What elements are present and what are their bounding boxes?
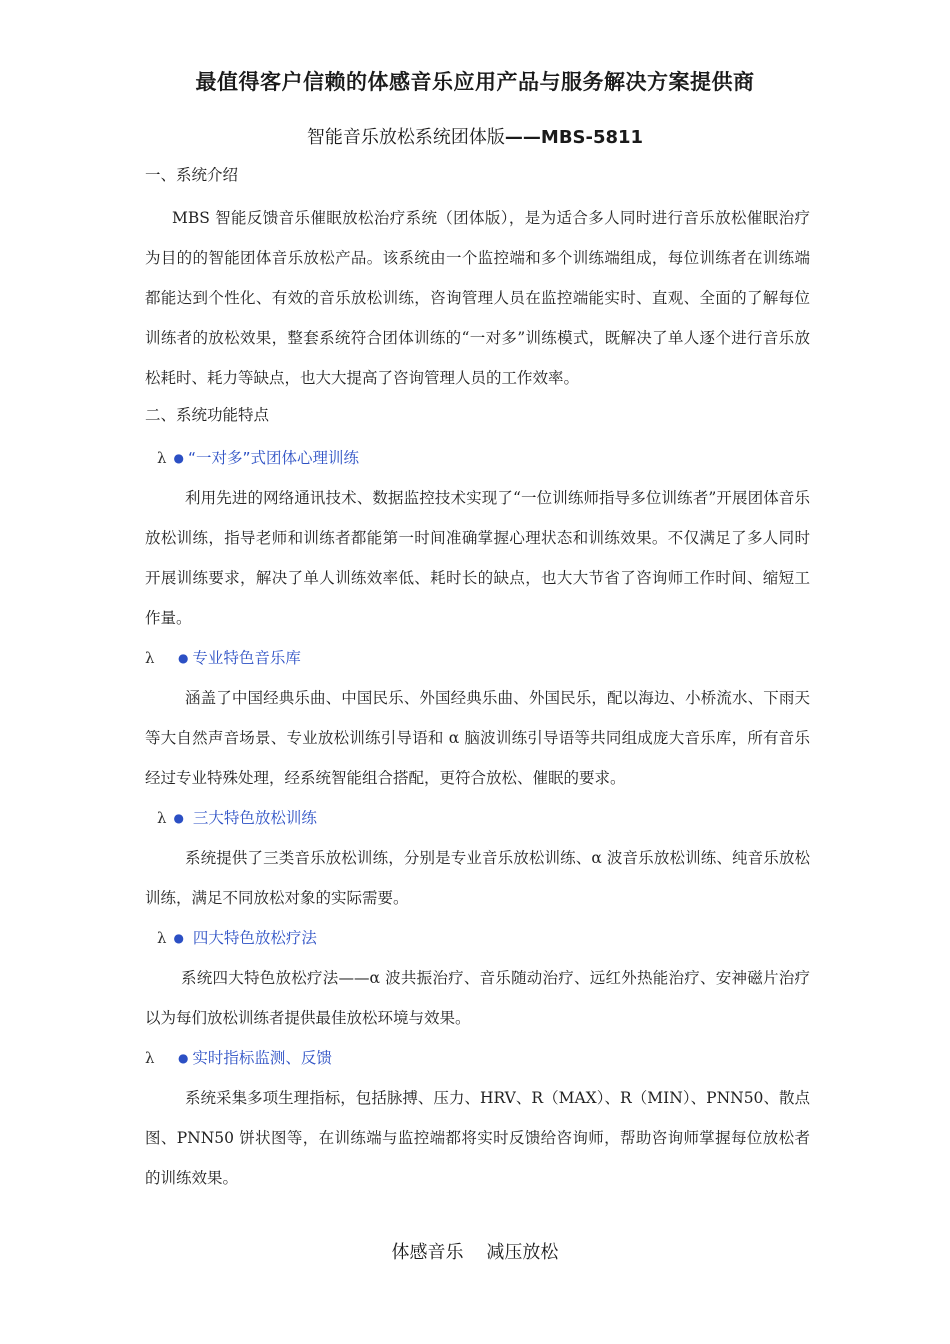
feature-heading-realtime-monitoring [145,1038,810,1078]
lambda-symbol: λ [157,809,167,827]
lambda-symbol: λ [145,1049,155,1067]
feature-title: 四大特色放松疗法 [192,929,317,947]
product-subtitle [0,123,950,149]
feature-title: “一对多”式团体心理训练 [187,449,359,467]
section-heading-features: 二、系统功能特点 [145,406,270,424]
bullet-icon: ● [177,651,189,665]
feature-heading-group-training [145,438,810,478]
feature-heading-three-trainings [145,798,810,838]
product-model: ——MBS-5811 [504,127,644,148]
page-title: 最值得客户信赖的体感音乐应用产品与服务解决方案提供商 [195,70,755,94]
feature-title: 三大特色放松训练 [192,809,317,827]
bullet-icon: ● [173,811,184,825]
feature-paragraph-group-training: 利用先进的网络通讯技术、数据监控技术实现了“一位训练师指导多位训练者”开展团体音乐放松训练，指导老师和训练者都能第一时间准确掌握心理状态和训练效果。不仅满足了多人同时开展训练要求，解决了单人训练效率低、耗时长的缺点，也大大节省了咨询师工作时间、缩短工作量。 [145,489,810,627]
feature-paragraph-realtime-monitoring: 系统采集多项生理指标，包括脉搏、压力、HRV、R（MAX）、R（MIN）、PNN50、散点图、PNN50 饼状图等，在训练端与监控端都将实时反馈给咨询师，帮助咨询师掌握每位放松者的训练效果。 [145,1089,810,1187]
feature-title: 实时指标监测、反馈 [192,1049,332,1067]
feature-paragraph-music-library: 涵盖了中国经典乐曲、中国民乐、外国经典乐曲、外国民乐，配以海边、小桥流水、下雨天等大自然声音场景、专业放松训练引导语和 α 脑波训练引导语等共同组成庞大音乐库，所有音乐经过专业特殊处理，经系统智能组合搭配，更符合放松、催眠的要求。 [145,689,810,787]
feature-paragraph-four-therapies: 系统四大特色放松疗法——α 波共振治疗、音乐随动治疗、远红外热能治疗、安神磁片治疗以为每们放松训练者提供最佳放松环境与效果。 [145,969,810,1027]
footer-slogan: 体感音乐 减压放松 [391,1242,559,1263]
bullet-icon: ● [173,931,184,945]
feature-paragraph-three-trainings: 系统提供了三类音乐放松训练，分别是专业音乐放松训练、α 波音乐放松训练、纯音乐放松训练，满足不同放松对象的实际需要。 [145,849,810,907]
product-name: 智能音乐放松系统团体版 [306,127,505,148]
document-body [145,158,810,1198]
bullet-icon: ● [177,1051,189,1065]
section-heading-intro: 一、系统介绍 [145,166,239,184]
feature-title: 专业特色音乐库 [192,649,301,667]
feature-heading-four-therapies [145,918,810,958]
feature-heading-music-library [145,638,810,678]
lambda-symbol: λ [145,649,155,667]
bullet-icon: ● [173,451,184,465]
lambda-symbol: λ [157,449,167,467]
lambda-symbol: λ [157,929,167,947]
intro-paragraph: MBS 智能反馈音乐催眠放松治疗系统（团体版），是为适合多人同时进行音乐放松催眠治疗为目的的智能团体音乐放松产品。该系统由一个监控端和多个训练端组成，每位训练者在训练端都能达到个性化、有效的音乐放松训练，咨询管理人员在监控端能实时、直观、全面的了解每位训练者的放松效果，整套系统符合团体训练的“一对多”训练模式，既解决了单人逐个进行音乐放松耗时、耗力等缺点，也大大提高了咨询管理人员的工作效率。 [145,209,810,387]
